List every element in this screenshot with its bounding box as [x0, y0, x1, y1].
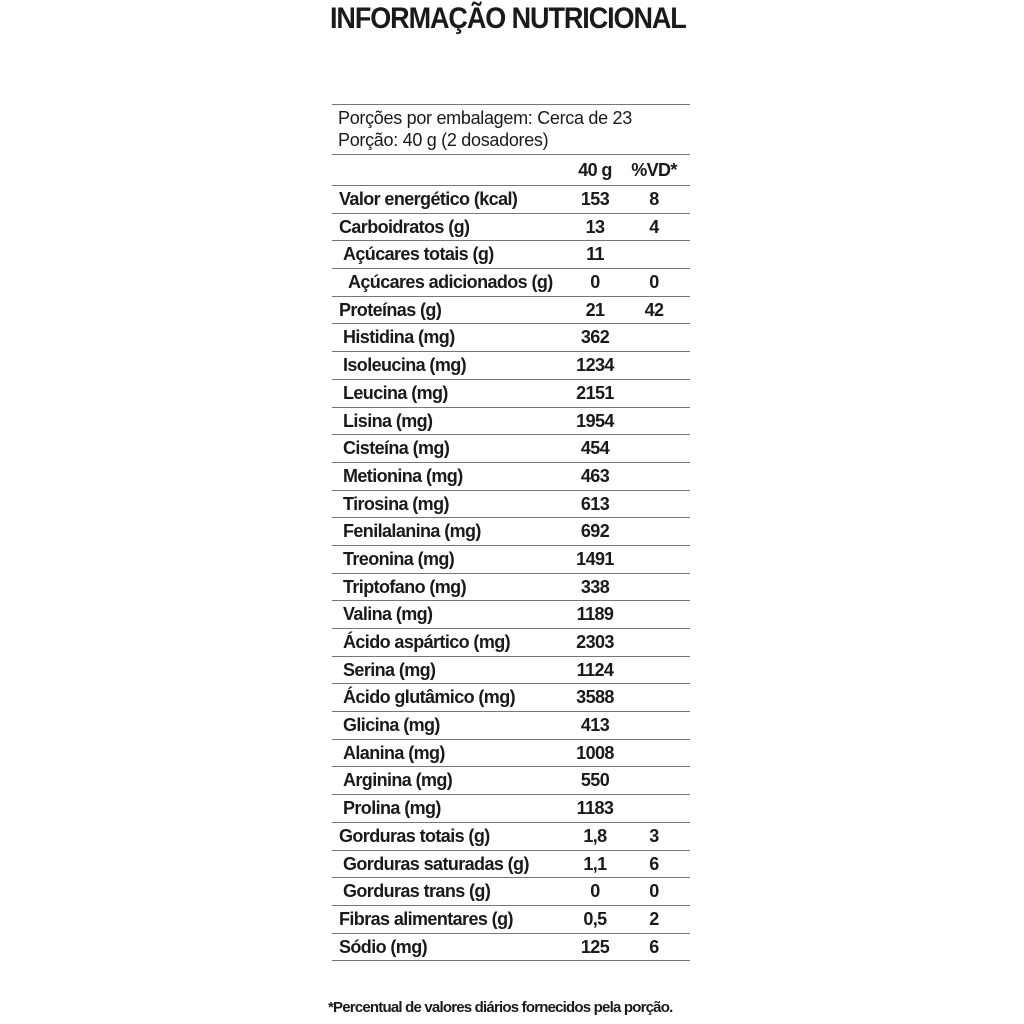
nutrient-label: Gorduras saturadas (g)	[343, 853, 529, 874]
nutrient-label: Treonina (mg)	[343, 548, 455, 569]
table-row	[332, 934, 690, 962]
nutrient-label: Sódio (mg)	[339, 936, 427, 957]
table-row	[332, 851, 690, 879]
nutrient-label: Arginina (mg)	[343, 770, 453, 791]
nutrient-label: Prolina (mg)	[343, 798, 441, 819]
nutrient-label: Tirosina (mg)	[343, 493, 449, 514]
nutrient-label: Cisteína (mg)	[343, 438, 450, 459]
table-row	[332, 657, 690, 685]
nutrient-label: Ácido aspártico (mg)	[343, 632, 511, 652]
nutrient-amount: 21	[585, 299, 605, 320]
table-row	[332, 795, 690, 823]
nutrient-label: Fibras alimentares (g)	[339, 908, 513, 929]
table-row	[332, 629, 690, 657]
table-row	[332, 297, 690, 325]
nutrient-label: Fenilalanina (mg)	[343, 521, 481, 542]
nutrient-amount: 1124	[576, 659, 614, 680]
nutrient-dv: 3	[649, 825, 659, 846]
nutrient-label: Isoleucina (mg)	[343, 355, 467, 376]
nutrient-label: Alanina (mg)	[343, 742, 445, 763]
table-row	[332, 380, 690, 408]
nutrient-amount: 1189	[576, 604, 614, 625]
nutrient-rows	[332, 186, 690, 961]
nutrient-label: Carboidratos (g)	[339, 216, 470, 237]
column-header-dv: %VD*	[631, 160, 677, 180]
table-row	[332, 740, 690, 768]
nutrient-amount: 1,1	[583, 853, 607, 874]
nutrient-amount: 125	[580, 936, 610, 957]
nutrient-label: Proteínas (g)	[339, 299, 442, 320]
nutrient-label: Histidina (mg)	[343, 327, 455, 348]
nutrient-amount: 1,8	[583, 825, 607, 846]
table-row	[332, 352, 690, 380]
nutrient-amount: 1008	[576, 742, 614, 763]
nutrient-dv: 2	[649, 908, 659, 929]
table-row	[332, 767, 690, 795]
serving-size: Porção: 40 g (2 dosadores)	[338, 130, 549, 150]
nutrient-label: Triptofano (mg)	[343, 576, 466, 597]
nutrient-label: Gorduras totais (g)	[339, 825, 490, 846]
table-row	[332, 186, 690, 214]
nutrient-amount: 1954	[576, 410, 614, 431]
nutrient-label: Açúcares totais (g)	[343, 244, 494, 265]
nutrient-amount: 2151	[576, 382, 614, 403]
nutrient-amount: 1491	[576, 548, 614, 569]
nutrient-amount: 550	[580, 770, 610, 791]
table-row	[332, 491, 690, 519]
table-row	[332, 463, 690, 491]
nutrient-dv: 4	[649, 216, 659, 237]
table-row	[332, 518, 690, 546]
nutrition-table	[332, 104, 690, 961]
nutrient-dv: 8	[649, 189, 659, 209]
table-row	[332, 241, 690, 269]
nutrient-amount: 1183	[576, 798, 614, 819]
page-title: INFORMAÇÃO NUTRICIONAL	[330, 2, 686, 35]
nutrient-amount: 338	[580, 576, 610, 597]
table-row	[332, 214, 690, 242]
table-row	[332, 906, 690, 934]
table-row	[332, 408, 690, 436]
column-header-amount: 40 g	[578, 160, 612, 180]
table-row	[332, 684, 690, 712]
table-row	[332, 435, 690, 463]
nutrient-amount: 0	[590, 881, 600, 902]
nutrient-label: Gorduras trans (g)	[343, 881, 491, 902]
nutrient-amount: 13	[585, 216, 605, 237]
table-row	[332, 878, 690, 906]
nutrient-dv: 0	[649, 881, 659, 902]
nutrient-label: Lisina (mg)	[343, 410, 433, 431]
table-row	[332, 601, 690, 629]
nutrient-amount: 11	[586, 244, 604, 265]
nutrient-label: Glicina (mg)	[343, 715, 440, 736]
nutrient-amount: 413	[580, 715, 610, 736]
nutrient-label: Valina (mg)	[343, 604, 433, 625]
nutrient-amount: 613	[580, 493, 610, 514]
nutrient-label: Ácido glutâmico (mg)	[343, 687, 515, 708]
nutrient-dv: 0	[649, 272, 659, 293]
nutrient-amount: 153	[580, 189, 610, 209]
table-row	[332, 712, 690, 740]
nutrient-label: Açúcares adicionados (g)	[348, 272, 553, 293]
nutrient-dv: 6	[649, 936, 659, 957]
table-row	[332, 823, 690, 851]
nutrient-amount: 454	[580, 438, 610, 459]
nutrient-amount: 0,5	[583, 908, 607, 929]
nutrient-amount: 463	[580, 465, 610, 486]
footnote: *Percentual de valores diários fornecidos pela porção.	[328, 999, 673, 1016]
servings-per-package: Porções por embalagem: Cerca de 23	[338, 108, 632, 128]
serving-info	[332, 105, 690, 154]
table-row	[332, 546, 690, 574]
column-header-row	[332, 155, 690, 186]
nutrient-label: Metionina (mg)	[343, 465, 463, 486]
nutrient-label: Leucina (mg)	[343, 382, 448, 403]
nutrient-amount: 3588	[576, 687, 614, 708]
nutrient-label: Serina (mg)	[343, 659, 436, 680]
nutrient-dv: 6	[649, 853, 659, 874]
table-row	[332, 324, 690, 352]
table-row	[332, 574, 690, 602]
nutrient-amount: 1234	[576, 355, 614, 376]
nutrient-amount: 2303	[576, 632, 614, 652]
nutrient-label: Valor energético (kcal)	[339, 189, 518, 209]
nutrient-amount: 692	[580, 521, 610, 542]
table-row	[332, 269, 690, 297]
nutrient-amount: 362	[580, 327, 610, 348]
nutrient-amount: 0	[590, 272, 600, 293]
nutrient-dv: 42	[644, 299, 664, 320]
